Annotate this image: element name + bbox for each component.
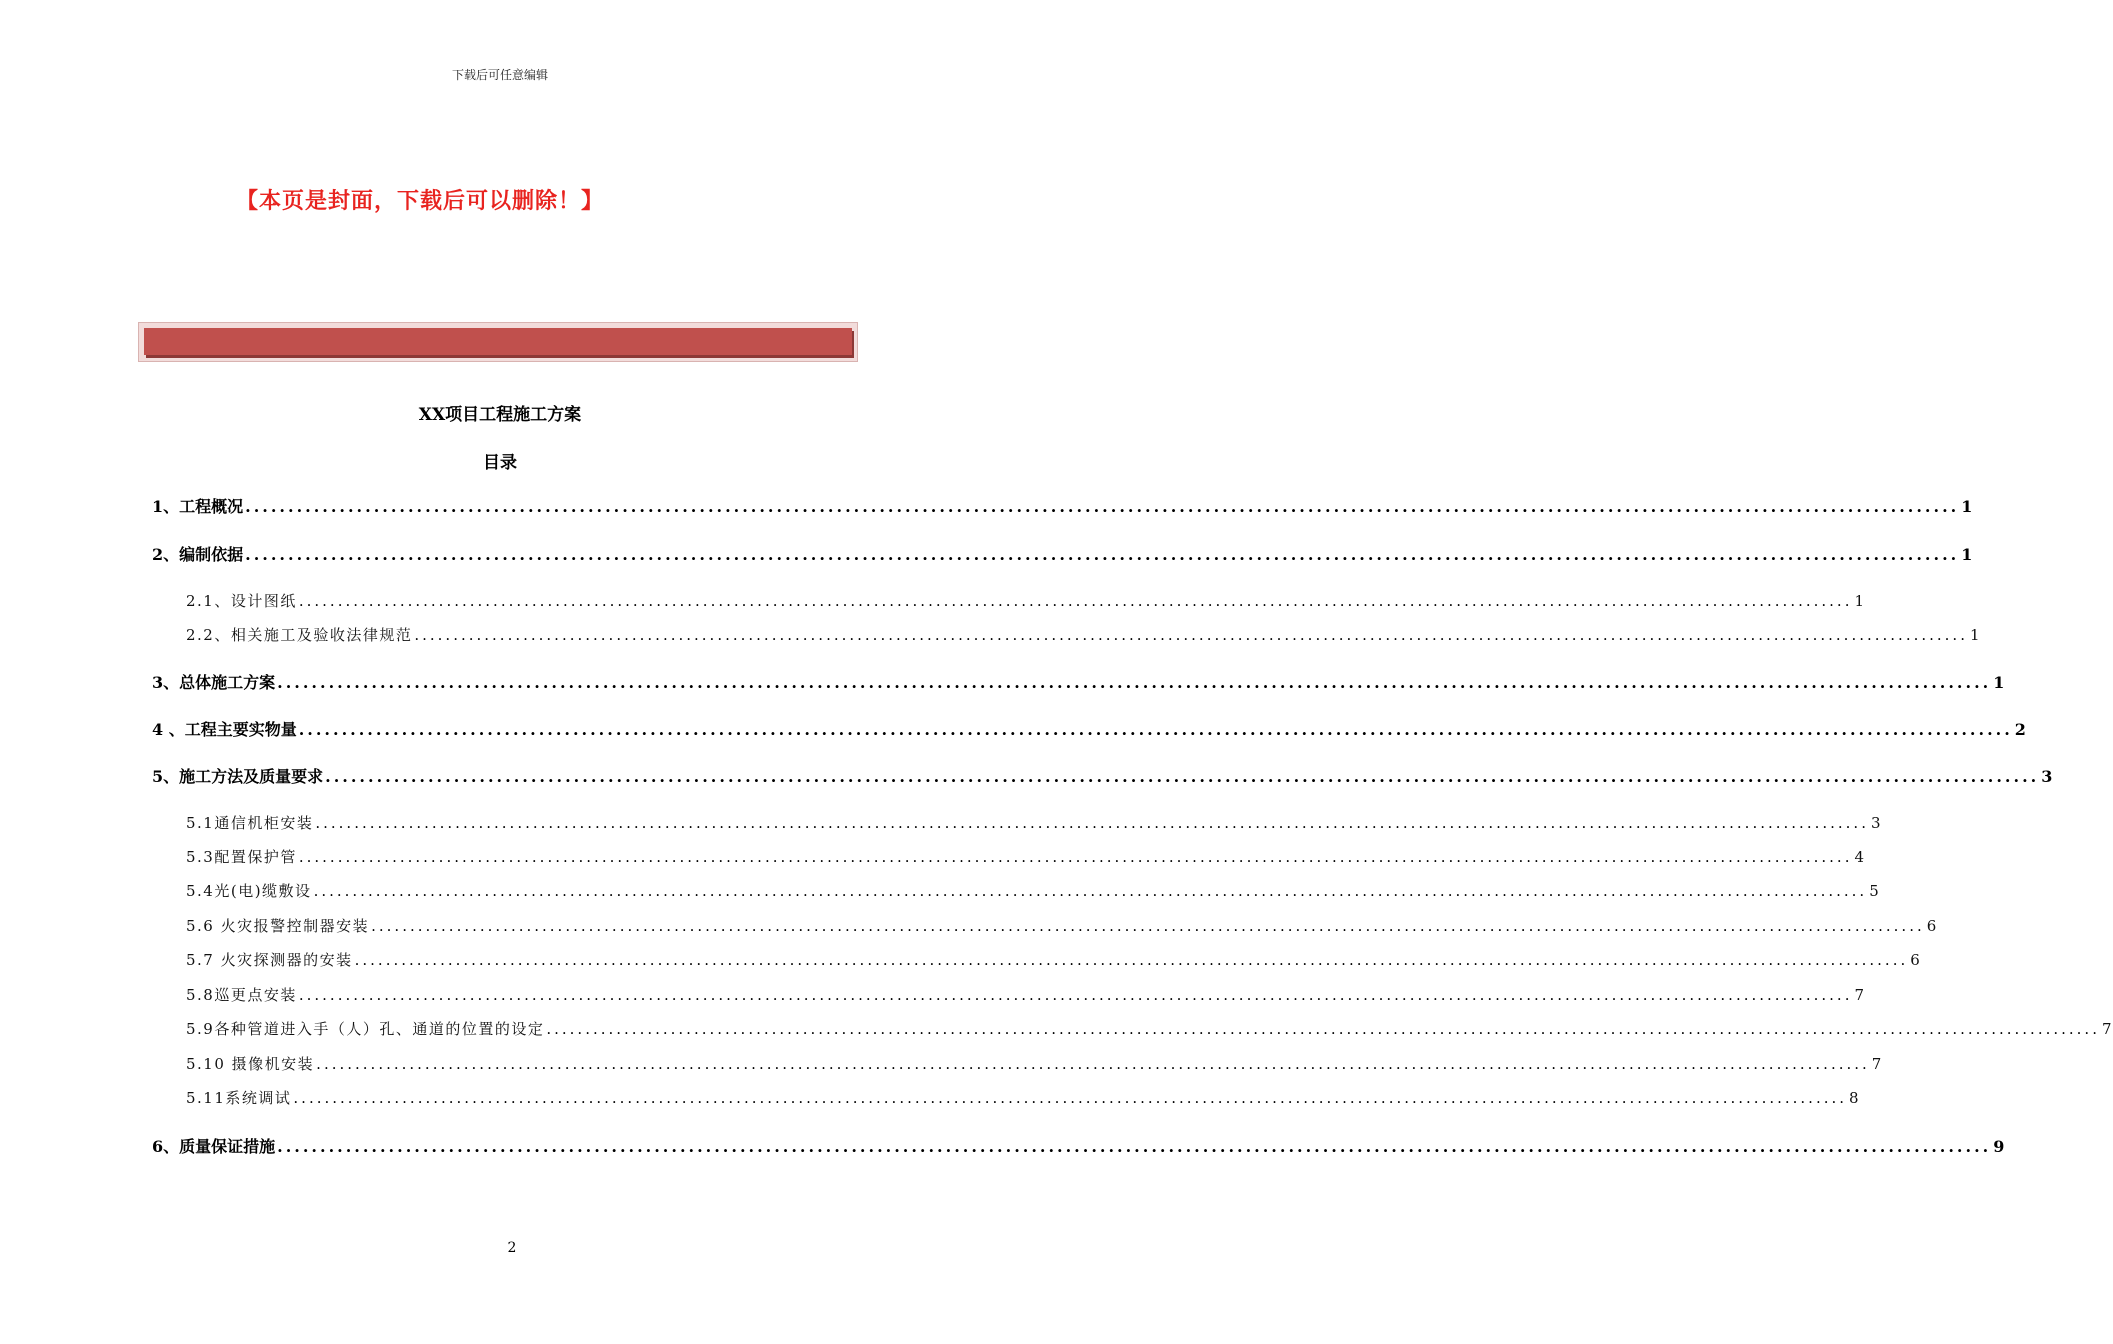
- toc-entry-label: 5.1通信机柜安装: [186, 814, 314, 832]
- toc-leader-dots: ........................................................................................................................................................................................................: [414, 626, 1968, 644]
- toc-leader-dots: ........................................................................................................................................................................................................: [298, 592, 1853, 610]
- toc-entry-page: 8: [1849, 1089, 1861, 1107]
- toc-entry-5-4[interactable]: [186, 880, 1881, 901]
- toc-entry-label: 5.6 火灾报警控制器安装: [186, 917, 370, 935]
- toc-entry-label: 5.8巡更点安装: [186, 986, 297, 1004]
- toc-entry-label: 2.1、设计图纸: [186, 592, 297, 610]
- toc-entry-page: 7: [2101, 1020, 2113, 1038]
- toc-entry-label: 5、施工方法及质量要求: [152, 767, 324, 786]
- toc-entry-5-10[interactable]: [186, 1053, 1883, 1074]
- toc-entry-5[interactable]: [152, 764, 2053, 787]
- page-number: 2: [507, 1240, 517, 1256]
- toc-entry-label: 3、总体施工方案: [152, 673, 276, 692]
- toc-entry-3[interactable]: [152, 670, 2005, 693]
- toc-leader-dots: ........................................................................................................................................................................................................: [298, 986, 1853, 1004]
- toc-leader-dots: ........................................................................................................................................................................................................: [316, 1055, 1870, 1073]
- toc-entry-page: 6: [1910, 951, 1922, 969]
- toc-entry-page: 1: [1854, 592, 1866, 610]
- toc-entry-label: 2.2、相关施工及验收法律规范: [186, 626, 413, 644]
- toc-entry-5-6[interactable]: [186, 915, 1938, 936]
- toc-entry-6[interactable]: [152, 1134, 2005, 1157]
- toc-entry-label: 1、工程概况: [152, 497, 244, 516]
- toc-entry-page: 1: [1961, 497, 1973, 516]
- toc-entry-page: 4: [1854, 848, 1866, 866]
- toc-leader-dots: ........................................................................................................................................................................................................: [277, 673, 1992, 692]
- toc-leader-dots: ........................................................................................................................................................................................................: [298, 848, 1853, 866]
- toc-entry-page: 6: [1926, 917, 1938, 935]
- toc-entry-2[interactable]: [152, 542, 1973, 565]
- toc-entry-5-7[interactable]: [186, 949, 1922, 970]
- toc-leader-dots: ........................................................................................................................................................................................................: [245, 545, 1960, 564]
- toc-entry-page: 3: [2041, 767, 2053, 786]
- toc-entry-label: 6、质量保证措施: [152, 1137, 276, 1156]
- decorative-banner: [138, 322, 858, 362]
- toc-leader-dots: ........................................................................................................................................................................................................: [354, 951, 1909, 969]
- toc-entry-5-8[interactable]: [186, 984, 1866, 1005]
- toc-entry-label: 2、编制依据: [152, 545, 244, 564]
- toc-leader-dots: ........................................................................................................................................................................................................: [371, 917, 1925, 935]
- toc-entry-5-1[interactable]: [186, 812, 1883, 833]
- toc-entry-label: 5.11系统调试: [186, 1089, 292, 1107]
- toc-leader-dots: ........................................................................................................................................................................................................: [313, 882, 1868, 900]
- toc-entry-page: 5: [1869, 882, 1881, 900]
- toc-entry-2-1[interactable]: [186, 590, 1866, 611]
- document-title: XX项目工程施工方案: [418, 405, 582, 425]
- toc-entry-5-3[interactable]: [186, 846, 1866, 867]
- toc-entry-page: 7: [1854, 986, 1866, 1004]
- toc-entry-label: 5.10 摄像机安装: [186, 1055, 315, 1073]
- page-header: 下载后可任意编辑: [451, 68, 548, 82]
- toc-leader-dots: ........................................................................................................................................................................................................: [298, 720, 2013, 739]
- toc-leader-dots: ........................................................................................................................................................................................................: [546, 1020, 2100, 1038]
- toc-entry-label: 4 、工程主要实物量: [152, 720, 297, 739]
- toc-entry-page: 9: [1993, 1137, 2005, 1156]
- toc-entry-page: 1: [1961, 545, 1973, 564]
- toc-entry-2-2[interactable]: [186, 624, 1982, 645]
- toc-entry-5-11[interactable]: [186, 1087, 1861, 1108]
- banner-bar: [144, 328, 852, 355]
- toc-entry-label: 5.9各种管道进入手（人）孔、通道的位置的设定: [186, 1020, 545, 1038]
- toc-leader-dots: ........................................................................................................................................................................................................: [277, 1137, 1992, 1156]
- toc-entry-label: 5.7 火灾探测器的安装: [186, 951, 353, 969]
- toc-entry-page: 3: [1870, 814, 1883, 832]
- toc-entry-page: 7: [1871, 1055, 1883, 1073]
- toc-entry-4[interactable]: [152, 717, 2026, 740]
- toc-entry-label: 5.3配置保护管: [186, 848, 297, 866]
- toc-heading: 目录: [483, 453, 517, 473]
- toc-entry-label: 5.4光(电)缆敷设: [186, 882, 312, 900]
- toc-leader-dots: ........................................................................................................................................................................................................: [245, 497, 1960, 516]
- toc-leader-dots: ........................................................................................................................................................................................................: [325, 767, 2040, 786]
- toc-entry-page: 1: [1993, 673, 2005, 692]
- toc-entry-page: 1: [1969, 626, 1982, 644]
- cover-delete-notice: 【本页是封面，下载后可以删除！】: [236, 189, 605, 214]
- toc-leader-dots: ........................................................................................................................................................................................................: [315, 814, 1869, 832]
- toc-entry-1[interactable]: [152, 494, 1973, 517]
- toc-leader-dots: ........................................................................................................................................................................................................: [293, 1089, 1848, 1107]
- toc-entry-page: 2: [2014, 720, 2026, 739]
- toc-entry-5-9[interactable]: [186, 1018, 2113, 1039]
